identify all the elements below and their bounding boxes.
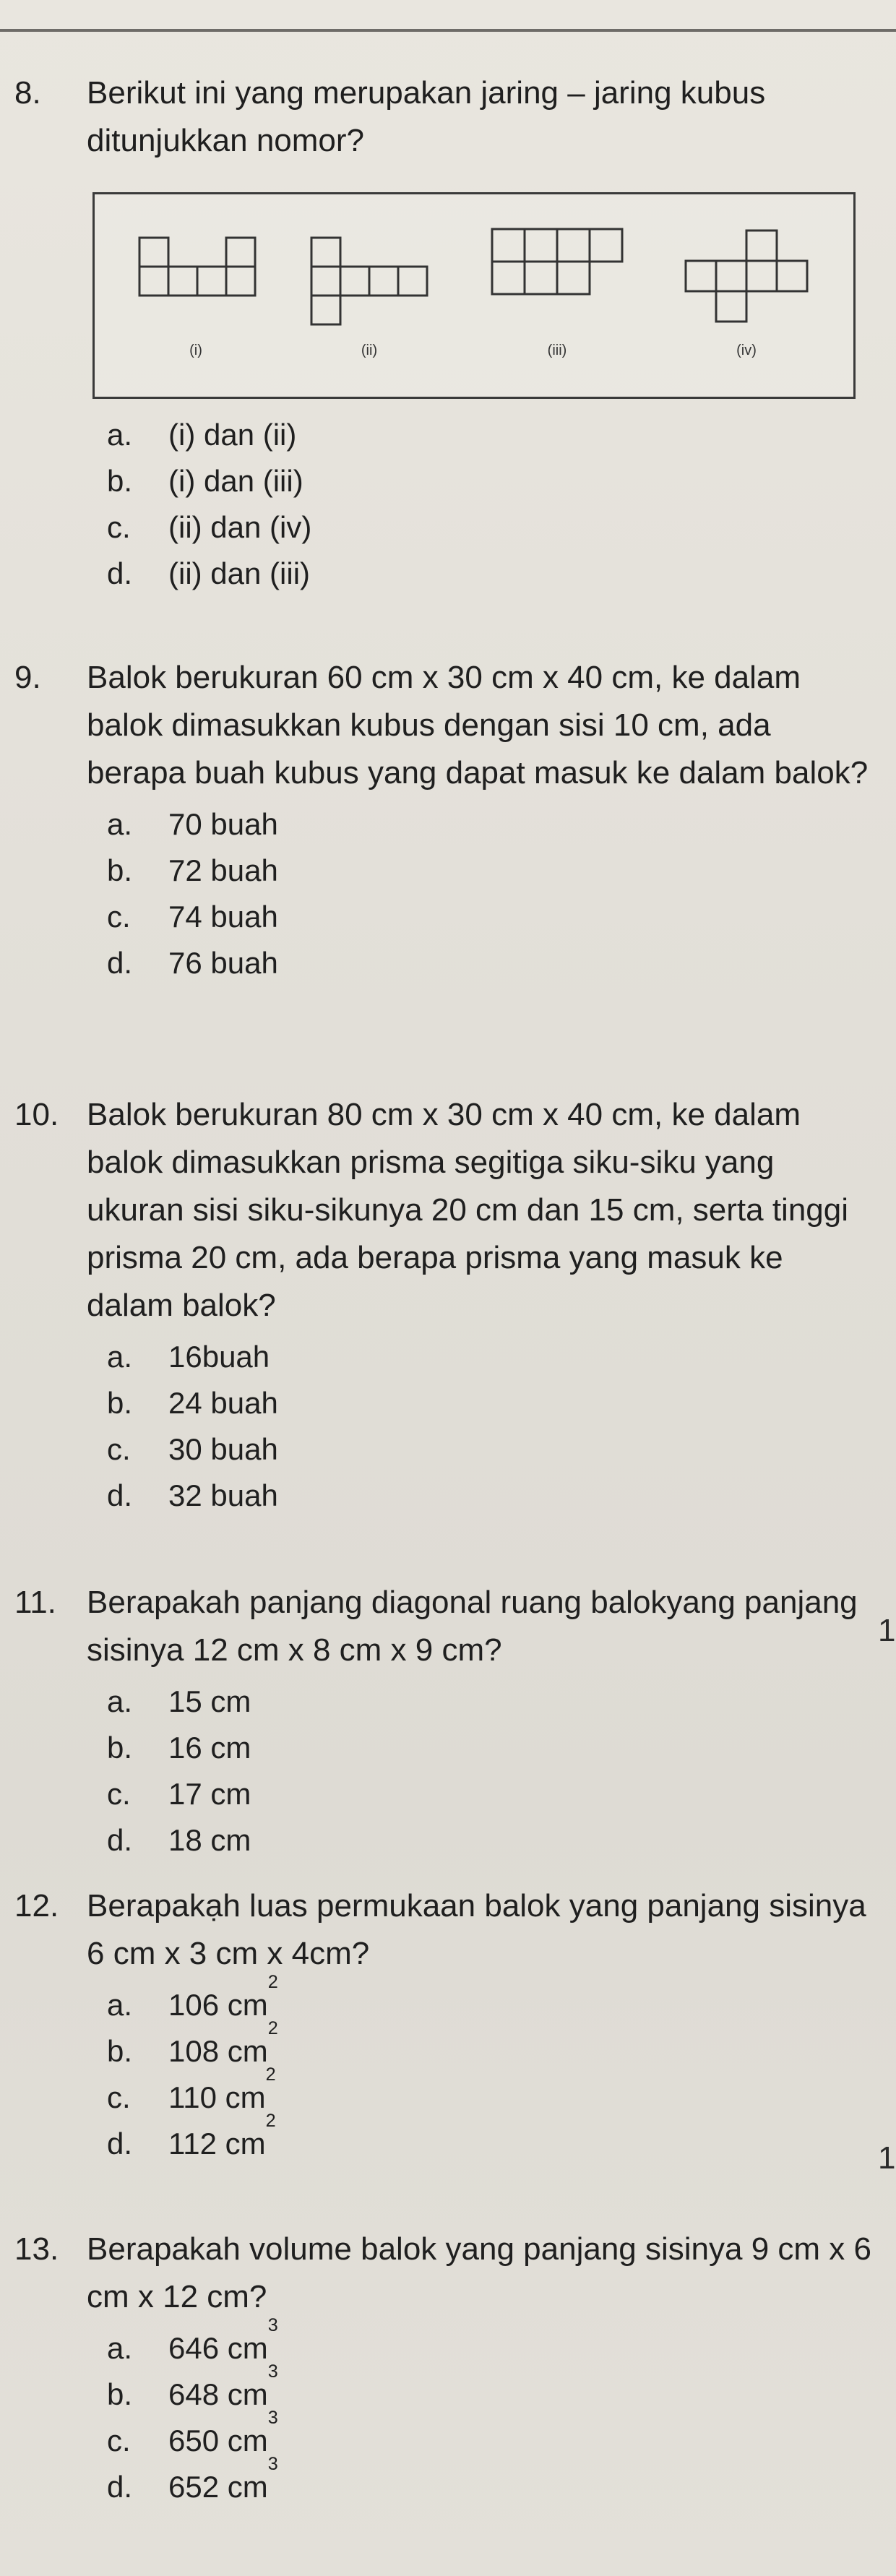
top-rule: [0, 29, 896, 32]
net-i: [139, 238, 255, 296]
option-c[interactable]: c. 110 cm 2: [107, 2064, 276, 2114]
question-13: [14, 2226, 874, 2510]
margin-mark: 1: [878, 1613, 896, 1648]
question-number: 8.: [14, 75, 41, 111]
option-c[interactable]: c. 30 buah: [107, 1432, 278, 1466]
option-b[interactable]: b. (i) dan (iii): [107, 464, 303, 498]
cube-nets-figure: [92, 192, 856, 399]
net-iv: [686, 231, 807, 322]
question-text: Berapakah panjang diagonal ruang balokyang panjang sisinya 12 cm x 8 cm x 9 cm?: [87, 1585, 858, 1668]
net-iii: [492, 229, 622, 294]
question-8-options: [14, 412, 874, 597]
question-10: [14, 1091, 874, 1519]
net-ii: [311, 238, 427, 324]
option-c[interactable]: c. (ii) dan (iv): [107, 510, 312, 544]
question-9: [14, 654, 874, 986]
question-11: [14, 1579, 874, 1864]
question-12: [14, 1882, 874, 2167]
question-number: 9.: [14, 660, 41, 695]
option-c[interactable]: c. 17 cm: [107, 1777, 251, 1811]
margin-mark: 1: [878, 2140, 896, 2176]
option-a[interactable]: a. 106 cm 2: [107, 1972, 278, 2022]
option-d[interactable]: d. 112 cm 2: [107, 2111, 276, 2161]
option-a[interactable]: a. 16buah: [107, 1340, 270, 1374]
option-c[interactable]: c. 650 cm 3: [107, 2408, 278, 2457]
question-text: Berapakạh luas permukaan balok yang panjang sisinya 6 cm x 3 cm x 4cm?: [87, 1888, 866, 1971]
option-d[interactable]: d. 32 buah: [107, 1478, 278, 1512]
question-number: 10.: [14, 1097, 59, 1132]
option-d[interactable]: d. 18 cm: [107, 1823, 251, 1857]
option-d[interactable]: d. (ii) dan (iii): [107, 556, 311, 590]
option-c[interactable]: c. 74 buah: [107, 900, 278, 934]
option-b[interactable]: b. 16 cm: [107, 1731, 251, 1765]
question-text: Berapakah volume balok yang panjang sisinya 9 cm x 6 cm x 12 cm?: [87, 2231, 871, 2314]
question-number: 12.: [14, 1888, 59, 1924]
net-label-iii: (iii): [547, 343, 567, 358]
net-label-i: (i): [189, 343, 202, 358]
option-b[interactable]: b. 24 buah: [107, 1386, 278, 1420]
option-b[interactable]: b. 72 buah: [107, 853, 278, 887]
cube-nets-diagram: [95, 194, 853, 397]
option-b[interactable]: b. 108 cm 2: [107, 2018, 278, 2068]
option-d[interactable]: d. 76 buah: [107, 946, 278, 980]
question-number: 13.: [14, 2231, 59, 2267]
question-8: [14, 69, 874, 165]
option-a[interactable]: a. 646 cm 3: [107, 2315, 278, 2365]
option-d[interactable]: d. 652 cm 3: [107, 2454, 278, 2504]
option-a[interactable]: a. 70 buah: [107, 807, 278, 841]
question-number: 11.: [14, 1585, 56, 1620]
option-a[interactable]: a. (i) dan (ii): [107, 418, 297, 452]
net-label-iv: (iv): [736, 343, 757, 358]
question-text: Balok berukuran 60 cm x 30 cm x 40 cm, ke dalam balok dimasukkan kubus dengan sisi 10 cm, ada berapa buah kubus yang dapat masuk ke dalam balok?: [87, 660, 869, 791]
question-text: Balok berukuran 80 cm x 30 cm x 40 cm, ke dalam balok dimasukkan prisma segitiga siku-siku yang ukuran sisi siku-sikunya 20 cm dan 15 cm, serta tinggi prisma 20 cm, ada berapa prisma yang masuk ke dalam balok?: [87, 1097, 849, 1323]
question-text: Berikut ini yang merupakan jaring – jaring kubus ditunjukkan nomor?: [87, 75, 766, 158]
option-b[interactable]: b. 648 cm 3: [107, 2361, 278, 2411]
net-label-ii: (ii): [361, 343, 378, 358]
option-a[interactable]: a. 15 cm: [107, 1684, 251, 1718]
